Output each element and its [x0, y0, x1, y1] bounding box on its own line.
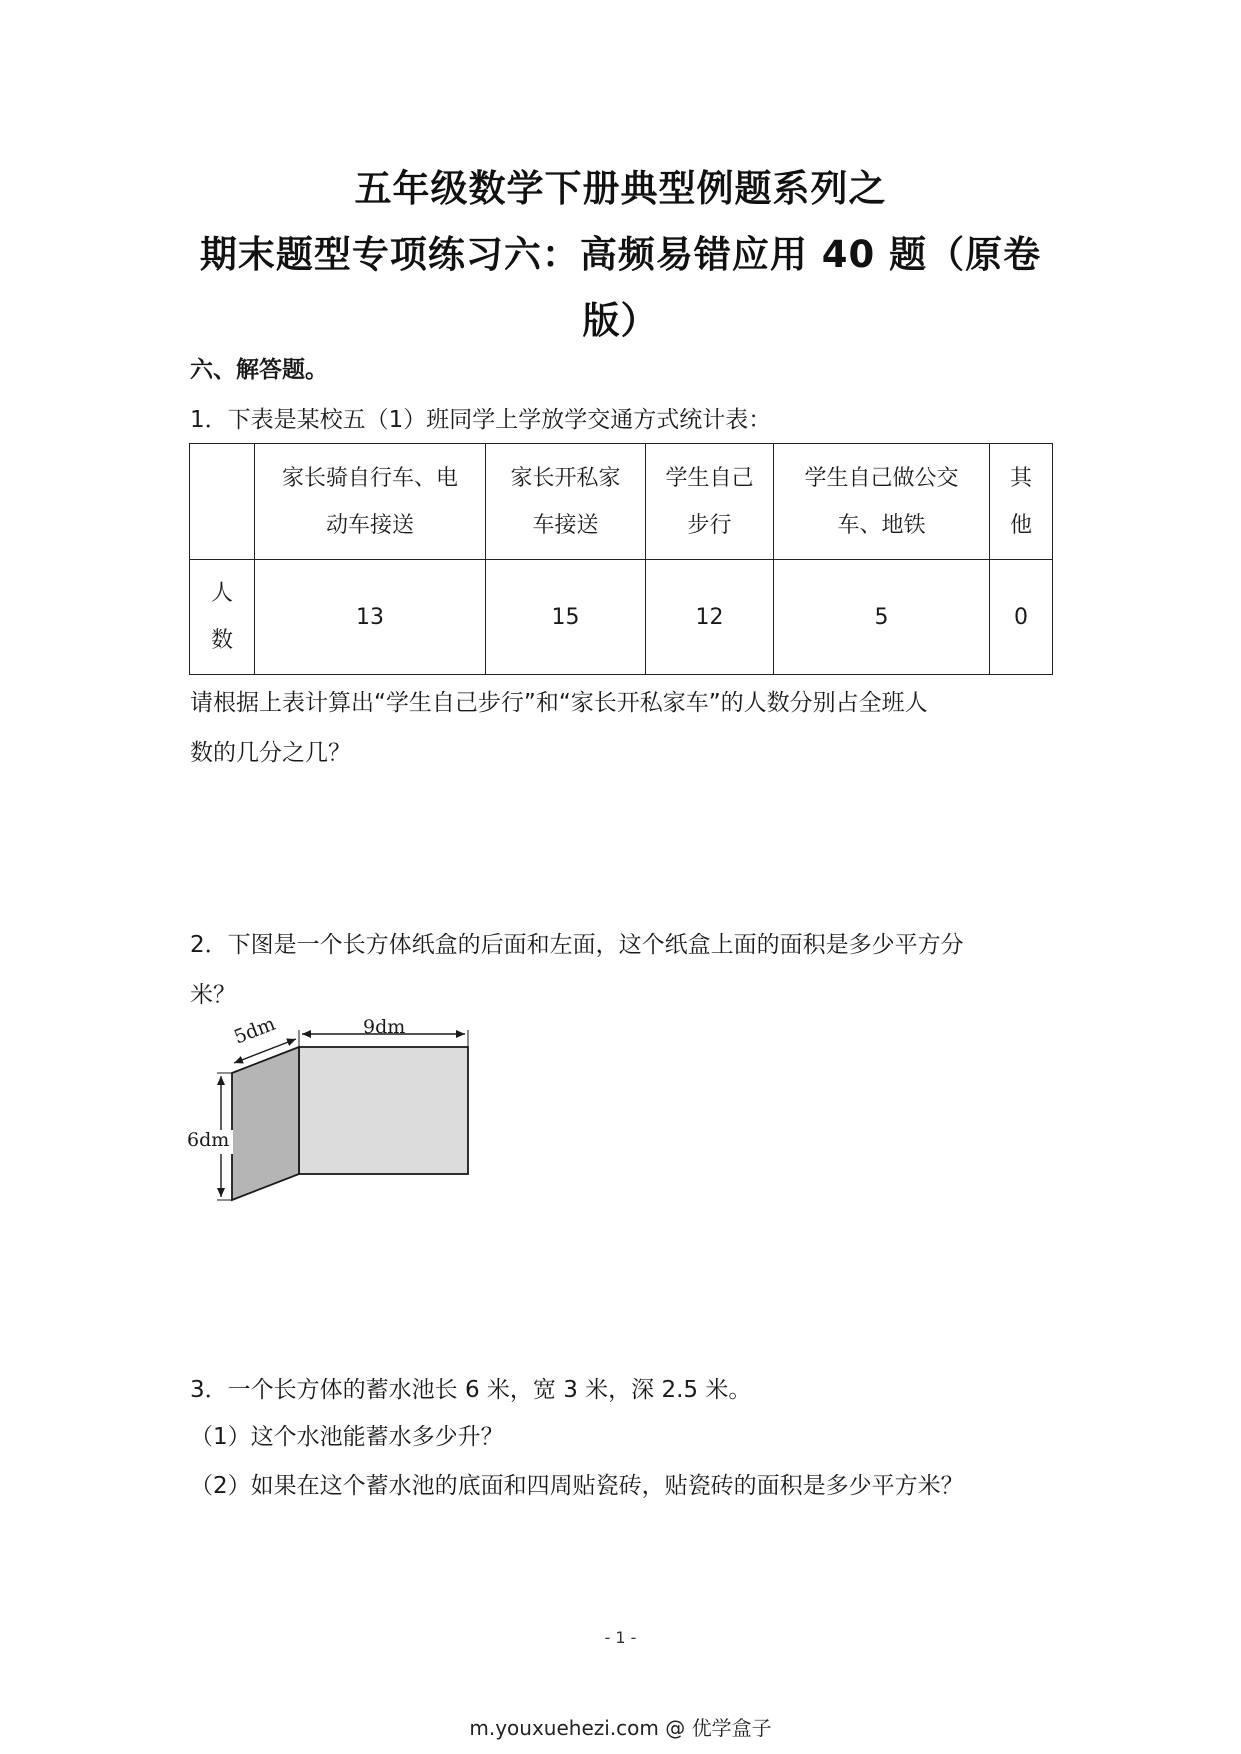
transport-stats-table	[189, 443, 1053, 675]
question-1-prompt-line-2: 数的几分之几？	[190, 740, 351, 766]
question-2-line-2: 米？	[190, 982, 236, 1008]
row-label-line-2: 数	[210, 628, 233, 653]
table-header-cell	[990, 444, 1053, 560]
table-corner-cell	[190, 444, 255, 560]
table-cell: 13	[255, 560, 486, 675]
table-row	[190, 560, 1053, 675]
header-bus-line-1: 学生自己做公交	[804, 465, 959, 491]
table-header-cell	[255, 444, 486, 560]
page-title-line-1: 五年级数学下册典型例题系列之	[354, 167, 887, 210]
header-private-car-line-1: 家长开私家	[510, 465, 621, 491]
footer-source-link[interactable]: m.youxuehezi.com @ 优学盒子	[469, 1716, 772, 1740]
row-label-cell	[190, 560, 255, 675]
left-face-polygon	[232, 1047, 299, 1200]
box-faces-diagram	[185, 1018, 485, 1208]
question-3-line-1: 3．一个长方体的蓄水池长 6 米，宽 3 米，深 2.5 米。	[190, 1377, 752, 1403]
height-label: 6dm	[187, 1129, 230, 1151]
header-bicycle-line-1: 家长骑自行车、电	[281, 465, 458, 491]
table-header-row	[190, 444, 1053, 560]
table-cell: 5	[774, 560, 990, 675]
header-bicycle-line-2: 动车接送	[325, 512, 414, 538]
page-number: - 1 -	[604, 1628, 637, 1647]
width-label: 9dm	[363, 1016, 406, 1038]
question-3-sub-1: （1）这个水池能蓄水多少升？	[190, 1424, 504, 1450]
table-header-cell	[646, 444, 774, 560]
header-bus-line-2: 车、地铁	[837, 512, 926, 538]
back-face-rect	[299, 1047, 468, 1174]
table-header-cell	[774, 444, 990, 560]
page-title-line-3: 版）	[582, 299, 659, 342]
header-other-line-1: 其	[1009, 465, 1032, 491]
page-title-line-2: 期末题型专项练习六：高频易错应用 40 题（原卷	[199, 233, 1042, 276]
question-1-prompt-line-1: 请根据上表计算出“学生自己步行”和“家长开私家车”的人数分别占全班人	[190, 690, 928, 716]
question-3-sub-2: （2）如果在这个蓄水池的底面和四周贴瓷砖，贴瓷砖的面积是多少平方米？	[190, 1473, 964, 1499]
table-header-cell	[486, 444, 646, 560]
row-label-line-1: 人	[210, 581, 233, 606]
question-1-text: 1．下表是某校五（1）班同学上学放学交通方式统计表：	[190, 407, 772, 433]
section-heading: 六、解答题。	[190, 357, 328, 383]
table-cell: 12	[646, 560, 774, 675]
table-cell: 0	[990, 560, 1053, 675]
header-private-car-line-2: 车接送	[532, 512, 599, 538]
box-faces-figure	[185, 1012, 485, 1208]
depth-label: 5dm	[231, 1012, 279, 1049]
header-walking-line-1: 学生自己	[665, 465, 754, 491]
table-cell: 15	[486, 560, 646, 675]
header-other-line-2: 他	[1009, 512, 1032, 538]
question-2-line-1: 2．下图是一个长方体纸盒的后面和左面，这个纸盒上面的面积是多少平方分	[190, 932, 964, 958]
header-walking-line-2: 步行	[687, 512, 732, 538]
